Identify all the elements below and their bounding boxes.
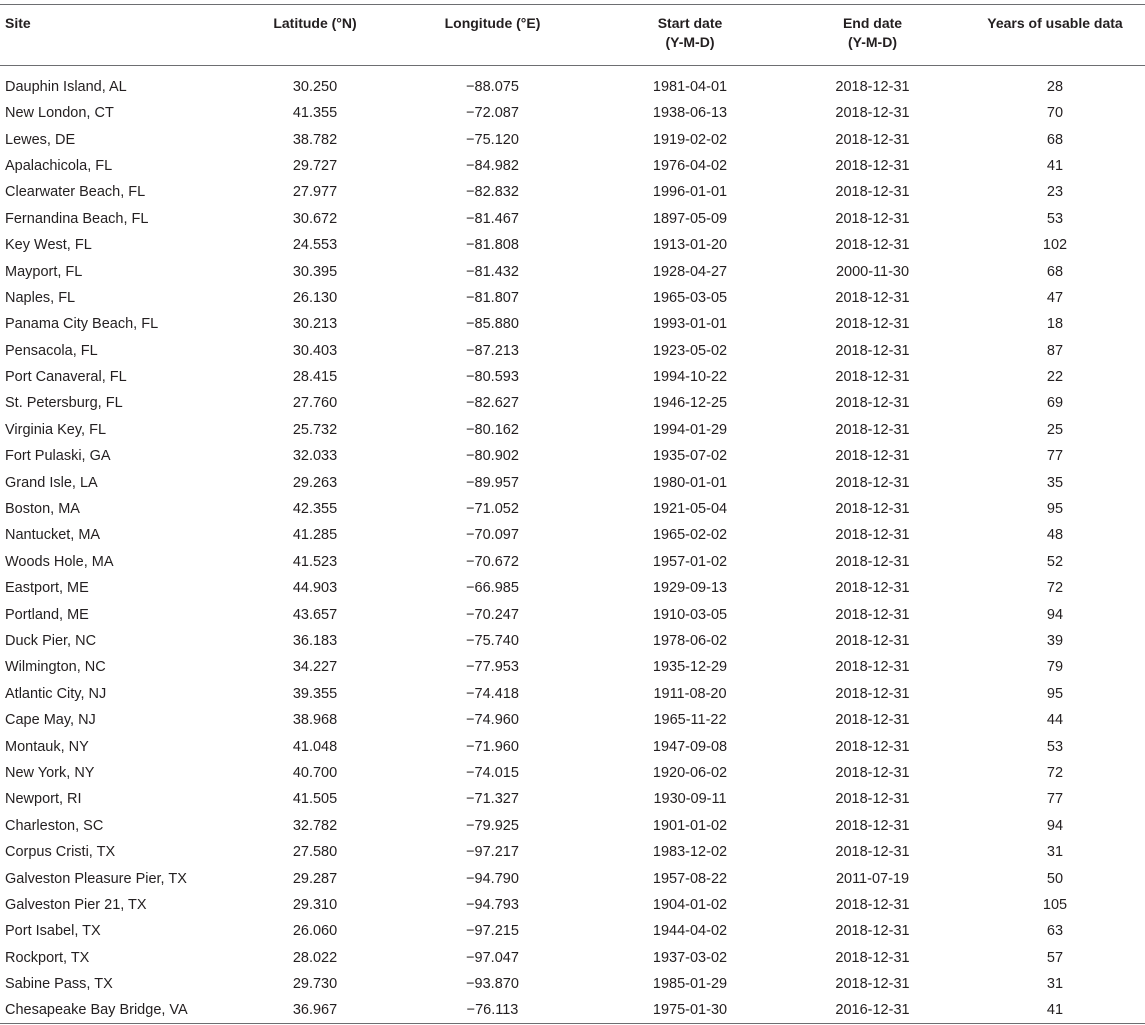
cell-end-date: 2018-12-31 <box>835 157 910 174</box>
table-row <box>0 549 1145 575</box>
cell-site: New York, NY <box>5 764 95 781</box>
cell-start-date: 1976-04-02 <box>652 157 728 174</box>
table-row <box>0 971 1145 997</box>
cell-years-usable: 41 <box>1046 1002 1064 1019</box>
cell-site: Nantucket, MA <box>5 527 101 544</box>
cell-start-date: 1920-06-02 <box>652 764 728 781</box>
header-years-usable: Years of usable data <box>987 15 1123 31</box>
header-start-date-format: (Y-M-D) <box>665 34 715 50</box>
table-row <box>0 839 1145 865</box>
cell-latitude: 29.727 <box>292 157 338 174</box>
cell-end-date: 2016-12-31 <box>835 1002 910 1019</box>
cell-site: Portland, ME <box>5 606 89 623</box>
cell-start-date: 1975-01-30 <box>652 1002 728 1019</box>
cell-end-date: 2018-12-31 <box>835 685 910 702</box>
cell-longitude: −80.162 <box>466 421 519 438</box>
table-row <box>0 760 1145 786</box>
cell-start-date: 1947-09-08 <box>652 738 728 755</box>
header-site: Site <box>5 15 31 31</box>
cell-site: Port Isabel, TX <box>5 923 101 940</box>
table-row <box>0 496 1145 522</box>
cell-site: Charleston, SC <box>5 817 104 834</box>
cell-years-usable: 31 <box>1046 976 1064 993</box>
table-row <box>0 522 1145 548</box>
cell-latitude: 38.782 <box>292 131 338 148</box>
cell-latitude: 27.580 <box>292 844 338 861</box>
cell-site: Fernandina Beach, FL <box>5 210 149 227</box>
cell-latitude: 39.355 <box>292 685 338 702</box>
cell-latitude: 29.730 <box>292 976 338 993</box>
cell-longitude: −81.808 <box>466 237 519 254</box>
cell-longitude: −80.593 <box>466 369 519 386</box>
cell-latitude: 41.505 <box>292 791 338 808</box>
cell-years-usable: 72 <box>1046 580 1064 597</box>
cell-start-date: 1946-12-25 <box>652 395 728 412</box>
cell-longitude: −70.672 <box>466 553 519 570</box>
table-row <box>0 179 1145 205</box>
cell-end-date: 2018-12-31 <box>835 923 910 940</box>
cell-latitude: 44.903 <box>292 580 338 597</box>
cell-years-usable: 25 <box>1046 421 1064 438</box>
table-row <box>0 654 1145 680</box>
cell-years-usable: 72 <box>1046 764 1064 781</box>
table-row <box>0 258 1145 284</box>
cell-latitude: 40.700 <box>292 764 338 781</box>
cell-site: Cape May, NJ <box>5 712 96 729</box>
table-row <box>0 733 1145 759</box>
cell-start-date: 1980-01-01 <box>652 474 728 491</box>
cell-longitude: −75.120 <box>466 131 519 148</box>
cell-end-date: 2018-12-31 <box>835 131 910 148</box>
cell-start-date: 1901-01-02 <box>652 817 728 834</box>
cell-longitude: −75.740 <box>466 633 519 649</box>
table-row <box>0 232 1145 258</box>
cell-years-usable: 39 <box>1046 633 1064 649</box>
cell-start-date: 1904-01-02 <box>652 896 728 913</box>
table-row <box>0 100 1145 126</box>
cell-end-date: 2018-12-31 <box>835 633 910 649</box>
cell-latitude: 30.672 <box>292 210 338 227</box>
cell-site: Pensacola, FL <box>5 342 98 359</box>
table-row <box>0 945 1145 971</box>
cell-start-date: 1921-05-04 <box>652 501 728 518</box>
cell-end-date: 2018-12-31 <box>835 553 910 570</box>
cell-latitude: 36.967 <box>292 1002 338 1019</box>
cell-site: Corpus Cristi, TX <box>5 844 116 861</box>
table-row <box>0 681 1145 707</box>
cell-longitude: −79.925 <box>466 817 519 834</box>
cell-longitude: −89.957 <box>466 474 519 491</box>
table-row <box>0 918 1145 944</box>
cell-site: Chesapeake Bay Bridge, VA <box>5 1002 188 1019</box>
cell-start-date: 1919-02-02 <box>652 131 728 148</box>
cell-years-usable: 23 <box>1046 184 1064 201</box>
cell-site: Sabine Pass, TX <box>5 976 113 993</box>
cell-end-date: 2018-12-31 <box>835 844 910 861</box>
header-start-date-label: Start date <box>657 15 723 31</box>
cell-longitude: −74.418 <box>466 685 519 702</box>
cell-end-date: 2018-12-31 <box>835 976 910 993</box>
cell-latitude: 41.285 <box>292 527 338 544</box>
cell-start-date: 1957-08-22 <box>652 870 728 887</box>
cell-start-date: 1944-04-02 <box>652 923 728 940</box>
cell-latitude: 41.523 <box>292 553 338 570</box>
table-row <box>0 417 1145 443</box>
cell-end-date: 2018-12-31 <box>835 210 910 227</box>
cell-years-usable: 77 <box>1046 448 1064 465</box>
cell-latitude: 42.355 <box>292 501 338 518</box>
cell-years-usable: 53 <box>1046 738 1064 755</box>
cell-latitude: 28.022 <box>292 949 338 966</box>
cell-end-date: 2018-12-31 <box>835 184 910 201</box>
cell-latitude: 29.310 <box>292 896 338 913</box>
cell-years-usable: 69 <box>1046 395 1064 412</box>
cell-longitude: −97.217 <box>466 844 519 861</box>
table-row <box>0 285 1145 311</box>
cell-longitude: −71.960 <box>466 738 519 755</box>
table-row <box>0 865 1145 891</box>
cell-start-date: 1994-10-22 <box>652 369 728 386</box>
cell-end-date: 2018-12-31 <box>835 289 910 306</box>
cell-longitude: −72.087 <box>466 105 519 122</box>
cell-longitude: −81.467 <box>466 210 519 227</box>
cell-latitude: 24.553 <box>292 237 338 254</box>
cell-site: Panama City Beach, FL <box>5 316 159 333</box>
table-row <box>0 575 1145 601</box>
cell-site: Grand Isle, LA <box>5 474 98 491</box>
cell-longitude: −97.215 <box>466 923 519 940</box>
cell-years-usable: 44 <box>1046 712 1064 729</box>
cell-latitude: 27.977 <box>292 184 338 201</box>
cell-longitude: −88.075 <box>466 79 519 95</box>
cell-end-date: 2018-12-31 <box>835 764 910 781</box>
cell-start-date: 1910-03-05 <box>652 606 728 623</box>
cell-latitude: 41.355 <box>292 105 338 122</box>
cell-site: Apalachicola, FL <box>5 157 113 174</box>
cell-longitude: −87.213 <box>466 342 519 359</box>
cell-years-usable: 95 <box>1046 501 1064 518</box>
cell-years-usable: 105 <box>1042 896 1068 913</box>
cell-latitude: 32.782 <box>292 817 338 834</box>
cell-end-date: 2018-12-31 <box>835 501 910 518</box>
cell-years-usable: 35 <box>1046 474 1064 491</box>
cell-longitude: −84.982 <box>466 157 519 174</box>
cell-end-date: 2018-12-31 <box>835 527 910 544</box>
cell-years-usable: 47 <box>1046 289 1064 306</box>
cell-site: Mayport, FL <box>5 263 83 280</box>
cell-site: Duck Pier, NC <box>5 633 97 649</box>
cell-years-usable: 70 <box>1046 105 1064 122</box>
cell-latitude: 32.033 <box>292 448 338 465</box>
cell-longitude: −70.247 <box>466 606 519 623</box>
cell-site: Naples, FL <box>5 289 76 306</box>
cell-end-date: 2018-12-31 <box>835 949 910 966</box>
cell-site: Galveston Pleasure Pier, TX <box>5 870 187 887</box>
cell-longitude: −76.113 <box>466 1002 519 1019</box>
table-row <box>0 311 1145 337</box>
header-longitude: Longitude (°E) <box>444 15 541 31</box>
cell-start-date: 1965-11-22 <box>653 712 727 729</box>
cell-years-usable: 68 <box>1046 131 1064 148</box>
cell-start-date: 1965-03-05 <box>652 289 728 306</box>
cell-years-usable: 57 <box>1046 949 1064 966</box>
cell-latitude: 26.130 <box>292 289 338 306</box>
cell-site: Wilmington, NC <box>5 659 106 676</box>
tide-gauge-sites-table <box>0 5 1145 1024</box>
cell-end-date: 2018-12-31 <box>835 342 910 359</box>
cell-longitude: −94.790 <box>466 870 519 887</box>
cell-start-date: 1911-08-20 <box>653 685 727 702</box>
cell-end-date: 2018-12-31 <box>835 105 910 122</box>
cell-start-date: 1913-01-20 <box>652 237 728 254</box>
table-row <box>0 601 1145 627</box>
cell-years-usable: 68 <box>1046 263 1064 280</box>
cell-latitude: 38.968 <box>292 712 338 729</box>
cell-latitude: 29.287 <box>292 870 338 887</box>
table-row <box>0 65 1145 100</box>
table-row <box>0 206 1145 232</box>
cell-end-date: 2018-12-31 <box>835 791 910 808</box>
table-header-row <box>0 5 1145 65</box>
cell-latitude: 43.657 <box>292 606 338 623</box>
table-row <box>0 364 1145 390</box>
cell-end-date: 2018-12-31 <box>835 448 910 465</box>
table-row <box>0 786 1145 812</box>
cell-longitude: −74.960 <box>466 712 519 729</box>
cell-years-usable: 94 <box>1046 817 1064 834</box>
cell-years-usable: 95 <box>1046 685 1064 702</box>
cell-start-date: 1965-02-02 <box>652 527 728 544</box>
cell-longitude: −81.432 <box>466 263 519 280</box>
cell-years-usable: 53 <box>1046 210 1064 227</box>
cell-site: Boston, MA <box>5 501 80 518</box>
cell-start-date: 1938-06-13 <box>652 105 728 122</box>
table-row <box>0 892 1145 918</box>
cell-start-date: 1923-05-02 <box>652 342 728 359</box>
cell-longitude: −82.627 <box>466 395 519 412</box>
cell-site: Fort Pulaski, GA <box>5 448 111 465</box>
cell-end-date: 2018-12-31 <box>835 659 910 676</box>
cell-years-usable: 52 <box>1046 553 1064 570</box>
cell-start-date: 1981-04-01 <box>652 79 728 95</box>
cell-latitude: 41.048 <box>292 738 338 755</box>
table-row <box>0 707 1145 733</box>
cell-years-usable: 48 <box>1046 527 1064 544</box>
cell-start-date: 1935-07-02 <box>652 448 728 465</box>
cell-site: New London, CT <box>5 105 114 122</box>
header-end-date-format: (Y-M-D) <box>848 34 897 50</box>
table-row <box>0 153 1145 179</box>
cell-end-date: 2018-12-31 <box>835 79 910 95</box>
cell-site: Atlantic City, NJ <box>5 685 107 702</box>
cell-years-usable: 18 <box>1046 316 1064 333</box>
cell-start-date: 1985-01-29 <box>652 976 728 993</box>
cell-longitude: −94.793 <box>466 896 519 913</box>
cell-years-usable: 41 <box>1046 157 1064 174</box>
cell-end-date: 2018-12-31 <box>835 395 910 412</box>
cell-end-date: 2018-12-31 <box>835 474 910 491</box>
cell-longitude: −66.985 <box>466 580 519 597</box>
cell-site: Rockport, TX <box>5 949 90 966</box>
cell-years-usable: 50 <box>1046 870 1064 887</box>
table-row <box>0 126 1145 152</box>
cell-longitude: −70.097 <box>466 527 519 544</box>
cell-years-usable: 28 <box>1046 79 1064 95</box>
table-header <box>0 5 1145 65</box>
cell-latitude: 30.403 <box>292 342 338 359</box>
cell-latitude: 25.732 <box>292 421 338 438</box>
cell-latitude: 36.183 <box>292 633 338 649</box>
cell-longitude: −81.807 <box>466 289 519 306</box>
cell-end-date: 2018-12-31 <box>835 817 910 834</box>
cell-years-usable: 22 <box>1046 369 1064 386</box>
cell-start-date: 1929-09-13 <box>652 580 728 597</box>
table-row <box>0 443 1145 469</box>
cell-longitude: −71.327 <box>466 791 519 808</box>
header-end-date-label: End date <box>842 15 903 31</box>
cell-start-date: 1978-06-02 <box>652 633 728 649</box>
cell-start-date: 1994-01-29 <box>652 421 728 438</box>
cell-site: Lewes, DE <box>5 131 76 148</box>
cell-site: St. Petersburg, FL <box>5 395 123 412</box>
table-row <box>0 628 1145 654</box>
cell-start-date: 1937-03-02 <box>652 949 728 966</box>
cell-end-date: 2018-12-31 <box>835 580 910 597</box>
cell-end-date: 2000-11-30 <box>835 263 910 280</box>
cell-latitude: 28.415 <box>292 369 338 386</box>
table-body <box>0 65 1145 1024</box>
cell-years-usable: 63 <box>1046 923 1064 940</box>
cell-latitude: 27.760 <box>292 395 338 412</box>
cell-site: Montauk, NY <box>5 738 89 755</box>
cell-latitude: 34.227 <box>292 659 338 676</box>
cell-longitude: −93.870 <box>466 976 519 993</box>
cell-start-date: 1983-12-02 <box>652 844 728 861</box>
cell-site: Galveston Pier 21, TX <box>5 896 147 913</box>
cell-site: Woods Hole, MA <box>5 553 114 570</box>
cell-end-date: 2018-12-31 <box>835 316 910 333</box>
header-end-date <box>780 5 965 65</box>
cell-site: Clearwater Beach, FL <box>5 184 146 201</box>
cell-longitude: −85.880 <box>466 316 519 333</box>
cell-latitude: 30.213 <box>292 316 338 333</box>
cell-site: Newport, RI <box>5 791 82 808</box>
cell-longitude: −82.832 <box>466 184 519 201</box>
cell-site: Port Canaveral, FL <box>5 369 127 386</box>
cell-start-date: 1930-09-11 <box>653 791 727 808</box>
cell-longitude: −77.953 <box>466 659 519 676</box>
cell-start-date: 1897-05-09 <box>652 210 728 227</box>
cell-end-date: 2018-12-31 <box>835 421 910 438</box>
cell-longitude: −74.015 <box>466 764 519 781</box>
header-latitude: Latitude (°N) <box>273 15 357 31</box>
cell-longitude: −80.902 <box>466 448 519 465</box>
cell-end-date: 2011-07-19 <box>835 870 910 887</box>
cell-site: Key West, FL <box>5 237 92 254</box>
cell-latitude: 26.060 <box>292 923 338 940</box>
table-row <box>0 469 1145 495</box>
cell-site: Eastport, ME <box>5 580 89 597</box>
cell-latitude: 30.250 <box>292 79 338 95</box>
cell-site: Virginia Key, FL <box>5 421 107 438</box>
cell-start-date: 1996-01-01 <box>652 184 728 201</box>
cell-end-date: 2018-12-31 <box>835 712 910 729</box>
cell-site: Dauphin Island, AL <box>5 79 127 95</box>
cell-end-date: 2018-12-31 <box>835 606 910 623</box>
cell-years-usable: 102 <box>1042 237 1068 254</box>
cell-end-date: 2018-12-31 <box>835 738 910 755</box>
cell-longitude: −71.052 <box>466 501 519 518</box>
cell-end-date: 2018-12-31 <box>835 237 910 254</box>
table-row <box>0 338 1145 364</box>
cell-start-date: 1957-01-02 <box>652 553 728 570</box>
cell-latitude: 29.263 <box>292 474 338 491</box>
cell-years-usable: 77 <box>1046 791 1064 808</box>
table-row <box>0 390 1145 416</box>
cell-latitude: 30.395 <box>292 263 338 280</box>
cell-start-date: 1993-01-01 <box>652 316 728 333</box>
table-row <box>0 813 1145 839</box>
cell-start-date: 1935-12-29 <box>652 659 728 676</box>
cell-years-usable: 31 <box>1046 844 1064 861</box>
cell-start-date: 1928-04-27 <box>652 263 728 280</box>
cell-end-date: 2018-12-31 <box>835 896 910 913</box>
cell-years-usable: 79 <box>1046 659 1064 676</box>
cell-years-usable: 94 <box>1046 606 1064 623</box>
header-start-date <box>600 5 780 65</box>
cell-longitude: −97.047 <box>466 949 519 966</box>
cell-years-usable: 87 <box>1046 342 1064 359</box>
table-row <box>0 997 1145 1023</box>
cell-end-date: 2018-12-31 <box>835 369 910 386</box>
